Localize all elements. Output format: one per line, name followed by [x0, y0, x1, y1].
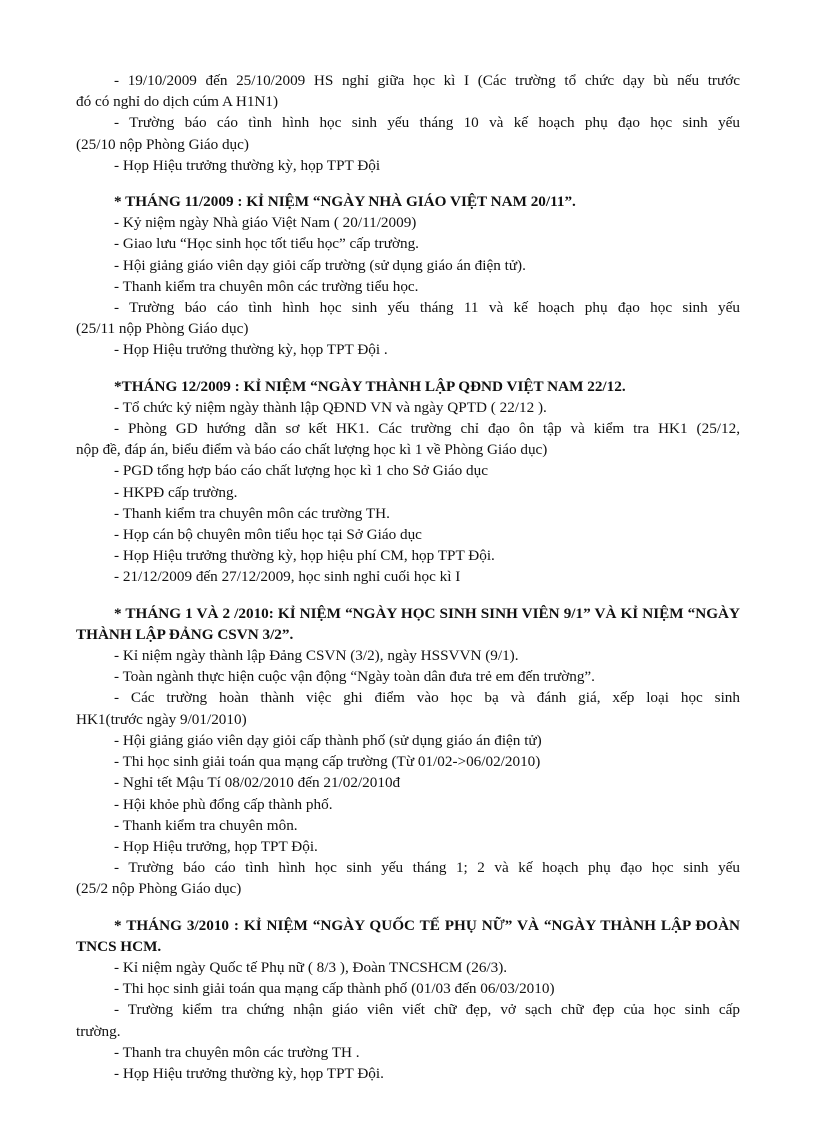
list-item: - Tổ chức kỷ niệm ngày thành lập QĐND VN và ngày QPTD ( 22/12 ). [114, 398, 547, 416]
section-heading: * THÁNG 1 VÀ 2 /2010: KỈ NIỆM “NGÀY HỌC SINH SINH VIÊN 9/1” VÀ KỈ NIỆM “NGÀY [114, 604, 740, 622]
list-item-continuation: trường. [76, 1022, 121, 1040]
list-item: - Hội khỏe phù đổng cấp thành phố. [114, 795, 333, 813]
list-item: - Trường báo cáo tình hình học sinh yếu tháng 1; 2 và kế hoạch phụ đạo học sinh yếu [114, 859, 740, 877]
list-item: - Thi học sinh giải toán qua mạng cấp trường (Từ 01/02->06/02/2010) [114, 753, 541, 771]
list-item: - Thanh kiểm tra chuyên môn các trường TH. [114, 504, 390, 522]
list-item-continuation: nộp đề, đáp án, biểu điểm và báo cáo chất lượng học kì 1 về Phòng Giáo dục) [76, 441, 548, 459]
section-heading-continuation: TNCS HCM. [76, 937, 162, 955]
list-item: - Họp cán bộ chuyên môn tiểu học tại Sở Giáo dục [114, 526, 422, 544]
list-item: - Kỉ niệm ngày thành lập Đảng CSVN (3/2), ngày HSSVVN (9/1). [114, 647, 519, 665]
intro-section [76, 70, 740, 176]
section-heading: * THÁNG 11/2009 : KỈ NIỆM “NGÀY NHÀ GIÁO VIỆT NAM 20/11”. [114, 193, 576, 211]
list-item-continuation: (25/2 nộp Phòng Giáo dục) [76, 880, 242, 898]
section-heading: * THÁNG 3/2010 : KỈ NIỆM “NGÀY QUỐC TẾ PHỤ NỮ” VÀ “NGÀY THÀNH LẬP ĐOÀN [114, 916, 740, 934]
list-item: - Họp Hiệu trưởng, họp TPT Đội. [114, 837, 318, 855]
list-item: - Toàn ngành thực hiện cuộc vận động “Ngày toàn dân đưa trẻ em đến trường”. [114, 668, 595, 686]
list-item-continuation: (25/11 nộp Phòng Giáo dục) [76, 320, 249, 338]
november-section [76, 191, 740, 361]
paragraph-line: đó có nghỉ do dịch cúm A H1N1) [76, 93, 279, 111]
list-item: - Kỷ niệm ngày Nhà giáo Việt Nam ( 20/11/2009) [114, 214, 417, 232]
list-item: - 21/12/2009 đến 27/12/2009, học sinh nghỉ cuối học kì I [114, 568, 461, 586]
list-item: - Phòng GD hướng dẫn sơ kết HK1. Các trường chỉ đạo ôn tập và kiểm tra HK1 (25/12, [114, 420, 740, 438]
list-item: - Họp Hiệu trưởng thường kỳ, họp hiệu phí CM, họp TPT Đội. [114, 547, 495, 565]
paragraph-line: (25/10 nộp Phòng Giáo dục) [76, 135, 249, 153]
list-item-continuation: HK1(trước ngày 9/01/2010) [76, 710, 247, 728]
paragraph-line: - Trường báo cáo tình hình học sinh yếu tháng 10 và kế hoạch phụ đạo học sinh yếu [114, 114, 740, 132]
paragraph-line: - Họp Hiệu trưởng thường kỳ, họp TPT Đội [114, 156, 381, 174]
list-item: - HKPĐ cấp trường. [114, 483, 238, 501]
list-item: - Trường kiểm tra chứng nhận giáo viên viết chữ đẹp, vở sạch chữ đẹp của học sinh cấp [114, 1001, 740, 1019]
list-item: - Trường báo cáo tình hình học sinh yếu tháng 11 và kế hoạch phụ đạo học sinh yếu [114, 299, 740, 317]
list-item: - Hội giảng giáo viên dạy giỏi cấp thành phố (sử dụng giáo án điện tử) [114, 731, 542, 749]
list-item: - Thanh kiểm tra chuyên môn. [114, 816, 298, 834]
paragraph-line: - 19/10/2009 đến 25/10/2009 HS nghỉ giữa học kì I (Các trường tổ chức dạy bù nếu trước [114, 72, 740, 89]
list-item: - Thanh tra chuyên môn các trường TH . [114, 1043, 360, 1061]
list-item: - Nghỉ tết Mậu Tí 08/02/2010 đến 21/02/2010đ [114, 774, 401, 792]
section-heading: *THÁNG 12/2009 : KỈ NIỆM “NGÀY THÀNH LẬP QĐND VIỆT NAM 22/12. [114, 377, 626, 395]
list-item: - PGD tổng hợp báo cáo chất lượng học kì 1 cho Sở Giáo dục [114, 462, 488, 480]
list-item: - Thanh kiểm tra chuyên môn các trường tiểu học. [114, 277, 419, 295]
list-item: - Họp Hiệu trưởng thường kỳ, họp TPT Đội . [114, 341, 388, 359]
document-page [76, 70, 740, 1084]
december-section [76, 376, 740, 588]
list-item: - Họp Hiệu trưởng thường kỳ, họp TPT Đội. [114, 1064, 384, 1082]
march-section [76, 915, 740, 1085]
list-item: - Giao lưu “Học sinh học tốt tiểu học” cấp trường. [114, 235, 419, 253]
list-item: - Kỉ niệm ngày Quốc tế Phụ nữ ( 8/3 ), Đoàn TNCSHCM (26/3). [114, 958, 508, 976]
list-item: - Các trường hoàn thành việc ghi điểm vào học bạ và đánh giá, xếp loại học sinh [114, 689, 740, 707]
list-item: - Hội giảng giáo viên dạy giỏi cấp trường (sử dụng giáo án điện tử). [114, 256, 526, 274]
section-heading-continuation: THÀNH LẬP ĐẢNG CSVN 3/2”. [76, 625, 294, 643]
list-item: - Thi học sinh giải toán qua mạng cấp thành phố (01/03 đến 06/03/2010) [114, 980, 555, 998]
january-february-section [76, 603, 740, 900]
